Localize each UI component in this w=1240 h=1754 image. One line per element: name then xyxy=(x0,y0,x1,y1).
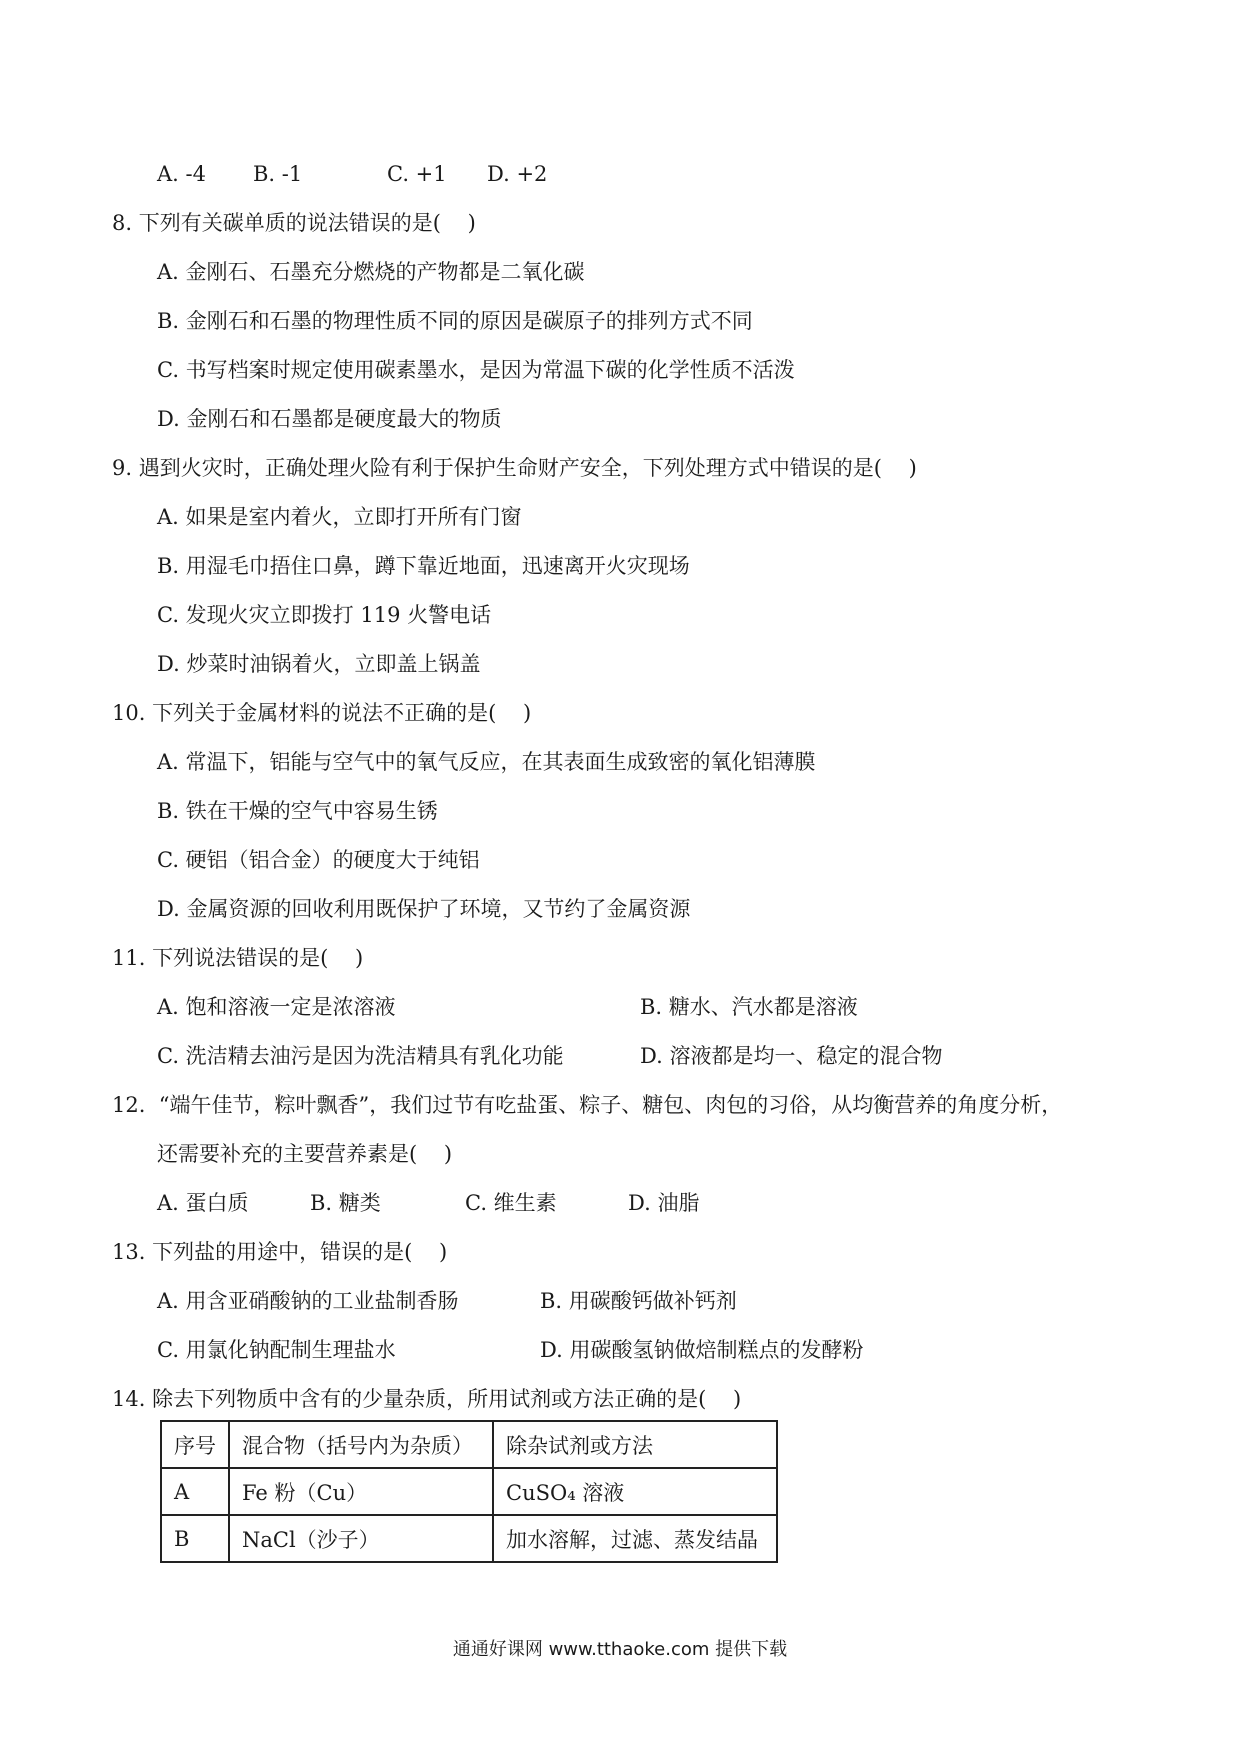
table-cell: CuSO₄ 溶液 xyxy=(493,1468,777,1515)
q10-option-d: D. 金属资源的回收利用既保护了环境，又节约了金属资源 xyxy=(157,897,691,921)
q12-option-b: B. 糖类 xyxy=(310,1191,381,1215)
q7-option-b: B. -1 xyxy=(253,162,303,186)
q10-option-a: A. 常温下，铝能与空气中的氧气反应，在其表面生成致密的氧化铝薄膜 xyxy=(157,750,816,774)
q8-option-c: C. 书写档案时规定使用碳素墨水，是因为常温下碳的化学性质不活泼 xyxy=(157,358,795,382)
q7-option-d: D. +2 xyxy=(487,162,548,186)
q13-stem: 13. 下列盐的用途中，错误的是( ) xyxy=(112,1240,448,1264)
q8-option-d: D. 金刚石和石墨都是硬度最大的物质 xyxy=(157,407,502,431)
table-cell: 加水溶解，过滤、蒸发结晶 xyxy=(493,1515,777,1562)
q8-option-a: A. 金刚石、石墨充分燃烧的产物都是二氧化碳 xyxy=(157,260,585,284)
q13-option-b: B. 用碳酸钙做补钙剂 xyxy=(540,1289,737,1313)
q10-option-b: B. 铁在干燥的空气中容易生锈 xyxy=(157,799,438,823)
q8-option-b: B. 金刚石和石墨的物理性质不同的原因是碳原子的排列方式不同 xyxy=(157,309,753,333)
q14-stem: 14. 除去下列物质中含有的少量杂质，所用试剂或方法正确的是( ) xyxy=(112,1387,742,1411)
q11-option-b: B. 糖水、汽水都是溶液 xyxy=(640,995,858,1019)
q9-option-b: B. 用湿毛巾捂住口鼻，蹲下靠近地面，迅速离开火灾现场 xyxy=(157,554,690,578)
q13-option-a: A. 用含亚硝酸钠的工业盐制香肠 xyxy=(157,1289,459,1313)
q9-option-c: C. 发现火灾立即拨打 119 火警电话 xyxy=(157,603,492,627)
q7-option-a: A. -4 xyxy=(157,162,206,186)
q13-option-d: D. 用碳酸氢钠做焙制糕点的发酵粉 xyxy=(540,1338,864,1362)
impurity-table xyxy=(160,1420,778,1563)
q13-option-c: C. 用氯化钠配制生理盐水 xyxy=(157,1338,396,1362)
q12-stem-line2: 还需要补充的主要营养素是( ) xyxy=(157,1142,453,1166)
q11-stem: 11. 下列说法错误的是( ) xyxy=(112,946,364,970)
table-header-cell: 混合物（括号内为杂质） xyxy=(229,1421,493,1468)
q9-stem: 9. 遇到火灾时，正确处理火险有利于保护生命财产安全，下列处理方式中错误的是( ) xyxy=(112,456,917,480)
q8-stem: 8. 下列有关碳单质的说法错误的是( ) xyxy=(112,211,476,235)
q11-option-c: C. 洗洁精去油污是因为洗洁精具有乳化功能 xyxy=(157,1044,564,1068)
table-cell: Fe 粉（Cu） xyxy=(229,1468,493,1515)
q11-option-a: A. 饱和溶液一定是浓溶液 xyxy=(157,995,396,1019)
q12-option-c: C. 维生素 xyxy=(465,1191,557,1215)
page-footer: 通通好课网 www.tthaoke.com 提供下载 xyxy=(452,1639,788,1660)
q12-stem-line1: 12. “端午佳节，粽叶飘香”，我们过节有吃盐蛋、粽子、糖包、肉包的习俗，从均衡营养的角度分析， xyxy=(112,1093,1063,1117)
table-header-cell: 除杂试剂或方法 xyxy=(493,1421,777,1468)
q10-option-c: C. 硬铝（铝合金）的硬度大于纯铝 xyxy=(157,848,480,872)
table-header-cell: 序号 xyxy=(161,1421,229,1468)
q12-option-d: D. 油脂 xyxy=(628,1191,700,1215)
table-header-row xyxy=(161,1421,777,1468)
q11-option-d: D. 溶液都是均一、稳定的混合物 xyxy=(640,1044,943,1068)
table-cell: A xyxy=(161,1468,229,1515)
table-cell: NaCl（沙子） xyxy=(229,1515,493,1562)
q12-option-a: A. 蛋白质 xyxy=(157,1191,249,1215)
table-cell: B xyxy=(161,1515,229,1562)
q9-option-d: D. 炒菜时油锅着火，立即盖上锅盖 xyxy=(157,652,481,676)
q10-stem: 10. 下列关于金属材料的说法不正确的是( ) xyxy=(112,701,532,725)
q7-option-c: C. +1 xyxy=(387,162,447,186)
q9-option-a: A. 如果是室内着火，立即打开所有门窗 xyxy=(157,505,522,529)
table-row xyxy=(161,1515,777,1562)
table-row xyxy=(161,1468,777,1515)
